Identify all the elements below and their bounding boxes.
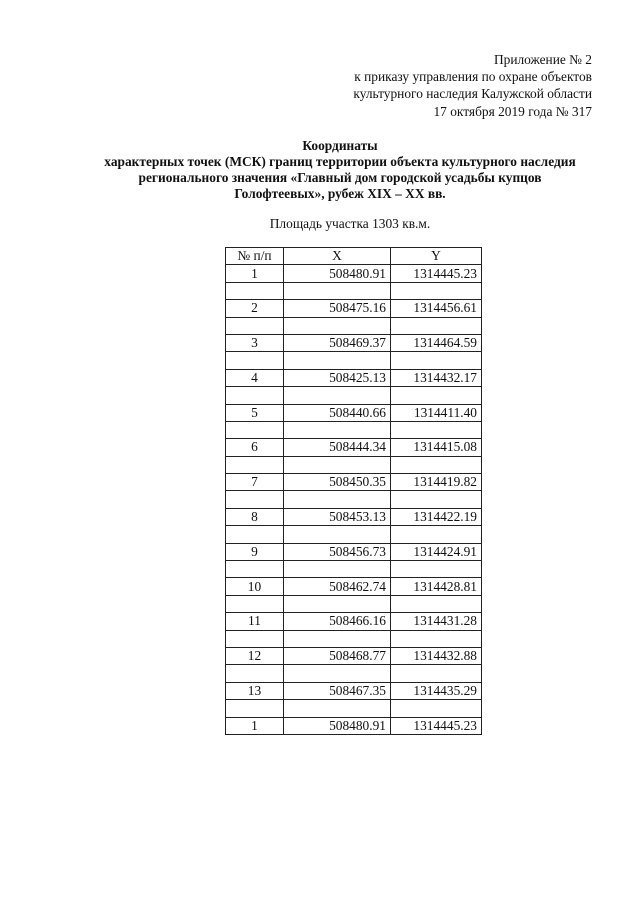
empty-cell [226,630,284,647]
empty-cell [391,387,482,404]
cell-x: 508466.16 [284,613,391,630]
cell-y: 1314445.23 [391,265,482,282]
empty-cell [391,317,482,334]
cell-x: 508440.66 [284,404,391,421]
empty-cell [284,352,391,369]
cell-number: 1 [226,265,284,282]
table-spacer-row [226,317,482,334]
title-line: характерных точек (МСК) границ территории объекта культурного наследия [104,154,576,169]
empty-cell [284,317,391,334]
empty-cell [284,595,391,612]
table-row [226,265,482,282]
cell-number: 4 [226,369,284,386]
empty-cell [226,352,284,369]
cell-x: 508467.35 [284,682,391,699]
table-row [226,647,482,664]
table-spacer-row [226,491,482,508]
cell-x: 508456.73 [284,543,391,560]
empty-cell [391,282,482,299]
empty-cell [226,700,284,717]
cell-number: 10 [226,578,284,595]
table-spacer-row [226,665,482,682]
cell-y: 1314445.23 [391,717,482,734]
table-spacer-row [226,595,482,612]
cell-y: 1314428.81 [391,578,482,595]
header-y: Y [391,248,482,265]
table-row [226,543,482,560]
title-line: регионального значения «Главный дом городской усадьбы купцов [138,170,542,185]
empty-cell [284,456,391,473]
appendix-line: культурного наследия Калужской области [353,86,592,102]
cell-x: 508475.16 [284,300,391,317]
empty-cell [391,630,482,647]
empty-cell [391,700,482,717]
appendix-line: 17 октября 2019 года № 317 [433,103,592,119]
empty-cell [391,421,482,438]
empty-cell [391,491,482,508]
table-spacer-row [226,630,482,647]
cell-x: 508469.37 [284,334,391,351]
document-title [60,138,620,202]
table-spacer-row [226,387,482,404]
empty-cell [284,700,391,717]
title-line: Голофтеевых», рубеж XIX – XX вв. [234,186,446,201]
table-spacer-row [226,282,482,299]
cell-y: 1314464.59 [391,334,482,351]
cell-number: 7 [226,474,284,491]
area-text: Площадь участка 1303 кв.м. [269,216,431,231]
table-row [226,334,482,351]
table-row [226,300,482,317]
table-row [226,682,482,699]
cell-x: 508425.13 [284,369,391,386]
table-row [226,508,482,525]
table-body [226,265,482,735]
cell-number: 12 [226,647,284,664]
cell-number: 9 [226,543,284,560]
empty-cell [284,665,391,682]
cell-y: 1314456.61 [391,300,482,317]
table-row [226,369,482,386]
coordinates-table [225,247,482,735]
cell-number: 8 [226,508,284,525]
cell-y: 1314419.82 [391,474,482,491]
empty-cell [284,421,391,438]
table-spacer-row [226,352,482,369]
appendix-line: к приказу управления по охране объектов [354,69,592,85]
table-row [226,474,482,491]
empty-cell [226,387,284,404]
empty-cell [391,595,482,612]
empty-cell [391,561,482,578]
cell-y: 1314432.88 [391,647,482,664]
empty-cell [226,526,284,543]
empty-cell [284,282,391,299]
empty-cell [226,491,284,508]
empty-cell [226,421,284,438]
empty-cell [226,317,284,334]
cell-x: 508453.13 [284,508,391,525]
table-header-row [226,248,482,265]
cell-y: 1314422.19 [391,508,482,525]
table-row [226,439,482,456]
cell-x: 508462.74 [284,578,391,595]
empty-cell [391,526,482,543]
empty-cell [284,630,391,647]
cell-number: 5 [226,404,284,421]
table-spacer-row [226,456,482,473]
cell-number: 1 [226,717,284,734]
cell-y: 1314424.91 [391,543,482,560]
empty-cell [284,526,391,543]
table-row [226,578,482,595]
cell-x: 508444.34 [284,439,391,456]
appendix-line: Приложение № 2 [493,52,592,67]
table-spacer-row [226,561,482,578]
cell-x: 508450.35 [284,474,391,491]
empty-cell [284,491,391,508]
table-spacer-row [226,526,482,543]
empty-cell [391,352,482,369]
appendix-header [353,51,592,120]
table-spacer-row [226,700,482,717]
cell-number: 11 [226,613,284,630]
cell-number: 13 [226,682,284,699]
table-row [226,613,482,630]
empty-cell [391,665,482,682]
cell-y: 1314431.28 [391,613,482,630]
empty-cell [226,456,284,473]
cell-x: 508480.91 [284,717,391,734]
empty-cell [226,282,284,299]
empty-cell [226,665,284,682]
empty-cell [284,561,391,578]
cell-number: 6 [226,439,284,456]
cell-y: 1314435.29 [391,682,482,699]
cell-y: 1314415.08 [391,439,482,456]
header-x: X [284,248,391,265]
empty-cell [284,387,391,404]
cell-x: 508468.77 [284,647,391,664]
cell-y: 1314432.17 [391,369,482,386]
cell-y: 1314411.40 [391,404,482,421]
empty-cell [226,561,284,578]
table-row [226,717,482,734]
title-line: Координаты [302,138,378,153]
empty-cell [391,456,482,473]
cell-x: 508480.91 [284,265,391,282]
header-number: № п/п [226,248,284,265]
cell-number: 2 [226,300,284,317]
table-row [226,404,482,421]
table-spacer-row [226,421,482,438]
empty-cell [226,595,284,612]
cell-number: 3 [226,334,284,351]
